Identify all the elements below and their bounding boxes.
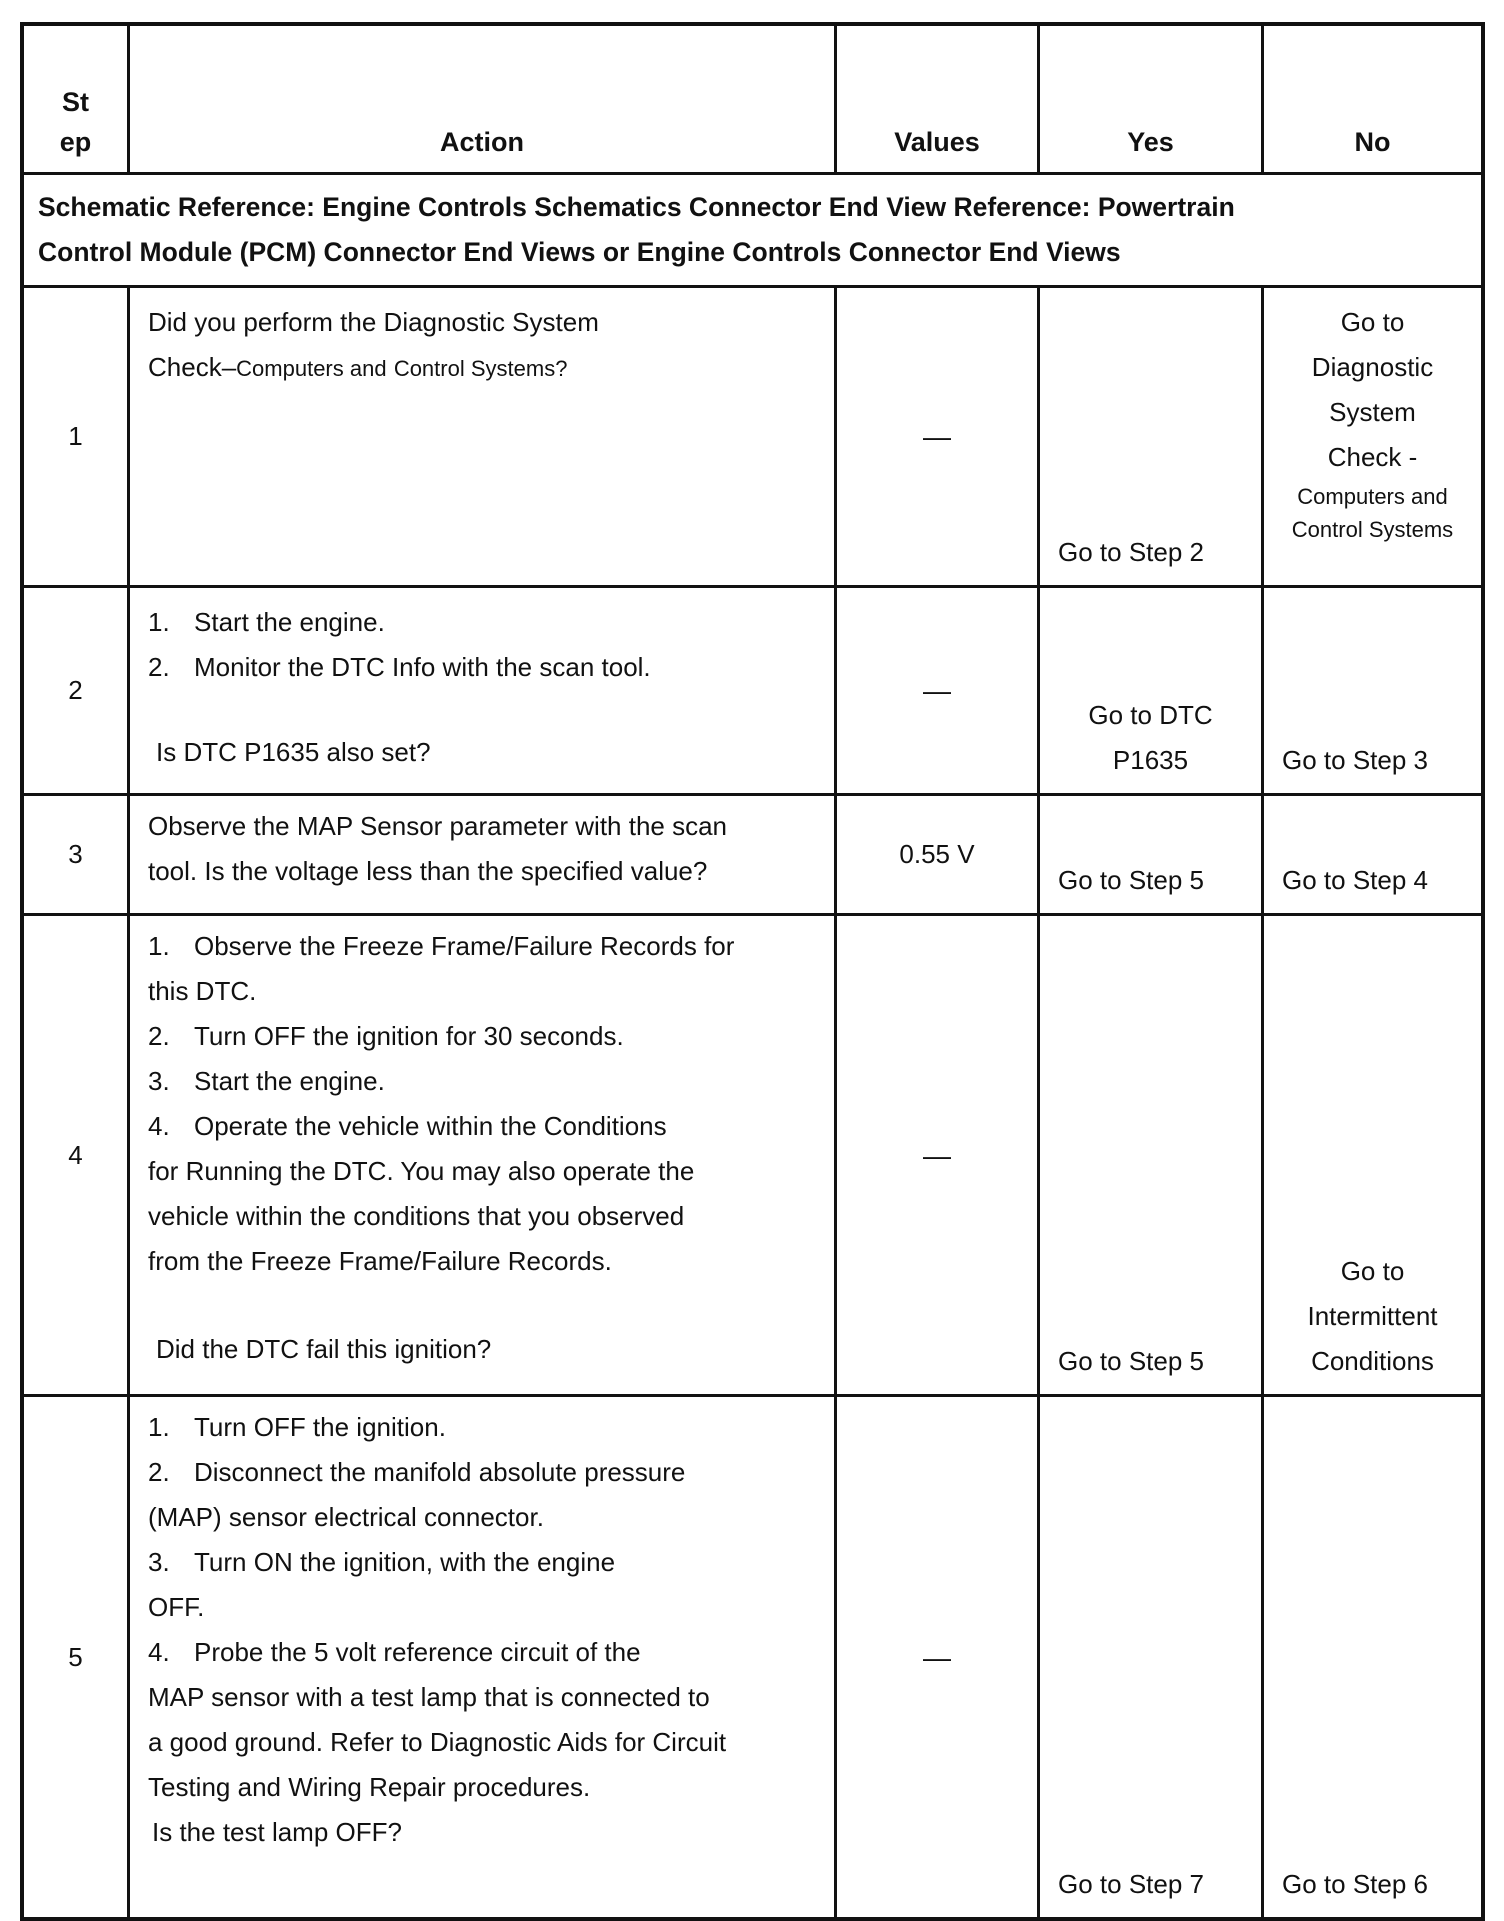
table-row (24, 793, 1481, 913)
action-line: 1. Start the engine. (148, 607, 385, 637)
yes-link[interactable]: Go to Step 5 (1058, 865, 1204, 895)
yes-cell (1037, 916, 1261, 1394)
action-line: 4. Operate the vehicle within the Conditions (148, 1111, 667, 1141)
action-line: 3. Turn ON the ignition, with the engine (148, 1547, 616, 1577)
action-line: 2. Turn OFF the ignition for 30 seconds. (148, 1021, 624, 1051)
reference-text (24, 175, 1481, 285)
action-cell (127, 588, 834, 793)
action-line: (MAP) sensor electrical connector. (148, 1502, 544, 1532)
yes-link[interactable]: Go to Step 2 (1058, 537, 1204, 567)
header-step (24, 26, 127, 172)
header-step-part1: St (62, 87, 89, 117)
yes-cell (1037, 588, 1261, 793)
action-cell (127, 796, 834, 913)
step-number: 4 (68, 1139, 83, 1170)
value-cell: — (834, 916, 1037, 1394)
no-link[interactable]: Go to Step 6 (1282, 1869, 1428, 1899)
table-row (24, 285, 1481, 585)
step-number: 2 (68, 675, 83, 705)
header-action: Action (127, 26, 834, 172)
no-cell (1261, 916, 1481, 1394)
action-question: Did the DTC fail this ignition? (156, 1334, 492, 1364)
action-line: Testing and Wiring Repair procedures. (148, 1772, 591, 1802)
yes-cell (1037, 796, 1261, 913)
no-link[interactable]: Go to Diagnostic System Check - Computers and Control Systems (1291, 307, 1454, 542)
no-link[interactable]: Go to Intermittent Conditions (1307, 1256, 1438, 1376)
action-line: 2. Monitor the DTC Info with the scan tool. (148, 652, 651, 682)
value-cell: — (834, 588, 1037, 793)
no-link[interactable]: Go to Step 4 (1282, 865, 1428, 895)
action-line: 1. Turn OFF the ignition. (148, 1412, 446, 1442)
value-cell: 0.55 V (834, 796, 1037, 913)
action-line: MAP sensor with a test lamp that is connected to (148, 1682, 710, 1712)
no-cell (1261, 1397, 1481, 1917)
no-link[interactable]: Go to Step 3 (1282, 745, 1428, 775)
value-cell: — (834, 1397, 1037, 1917)
header-yes: Yes (1037, 26, 1261, 172)
value-cell: — (834, 288, 1037, 585)
action-cell (127, 288, 834, 585)
action-line: Did you perform the Diagnostic System (148, 307, 599, 337)
action-line: Observe the MAP Sensor parameter with the scan (148, 811, 728, 841)
diagnostic-table (20, 22, 1485, 1921)
yes-cell (1037, 288, 1261, 585)
table-header (24, 26, 1481, 172)
no-cell (1261, 588, 1481, 793)
reference-line-2: Control Module (PCM) Connector End Views or Engine Controls Connector End Views (38, 237, 1121, 267)
action-line: tool. Is the voltage less than the specified value? (148, 856, 708, 886)
action-line: Check–Computers and Control Systems? (148, 352, 568, 382)
table-row (24, 585, 1481, 793)
step-number: 3 (68, 839, 83, 869)
yes-link[interactable]: Go to Step 5 (1058, 1346, 1204, 1376)
action-line: 2. Disconnect the manifold absolute pressure (148, 1457, 686, 1487)
action-question: Is DTC P1635 also set? (156, 737, 431, 767)
action-line: vehicle within the conditions that you observed (148, 1201, 685, 1231)
action-line: OFF. (148, 1592, 205, 1622)
step-number: 5 (68, 1641, 83, 1672)
yes-link[interactable]: Go to Step 7 (1058, 1869, 1204, 1899)
yes-link[interactable]: Go to DTC P1635 (1088, 700, 1213, 775)
action-line: from the Freeze Frame/Failure Records. (148, 1246, 612, 1276)
action-line: a good ground. Refer to Diagnostic Aids for Circuit (148, 1727, 727, 1757)
reference-row (24, 172, 1481, 285)
action-line: this DTC. (148, 976, 257, 1006)
no-cell (1261, 288, 1481, 585)
action-cell (127, 916, 834, 1394)
yes-cell (1037, 1397, 1261, 1917)
header-values: Values (834, 26, 1037, 172)
action-question: Is the test lamp OFF? (152, 1817, 402, 1847)
step-number: 1 (68, 421, 83, 451)
table-row (24, 913, 1481, 1394)
header-step-part2: ep (59, 127, 92, 157)
action-line: for Running the DTC. You may also operate the (148, 1156, 695, 1186)
action-line: 4. Probe the 5 volt reference circuit of the (148, 1637, 641, 1667)
action-line: 3. Start the engine. (148, 1066, 385, 1096)
table-row (24, 1394, 1481, 1917)
action-cell (127, 1397, 834, 1917)
reference-line-1: Schematic Reference: Engine Controls Schematics Connector End View Reference: Powertrain (38, 192, 1235, 222)
action-line: 1. Observe the Freeze Frame/Failure Records for (148, 931, 735, 961)
header-no: No (1261, 26, 1481, 172)
no-cell (1261, 796, 1481, 913)
